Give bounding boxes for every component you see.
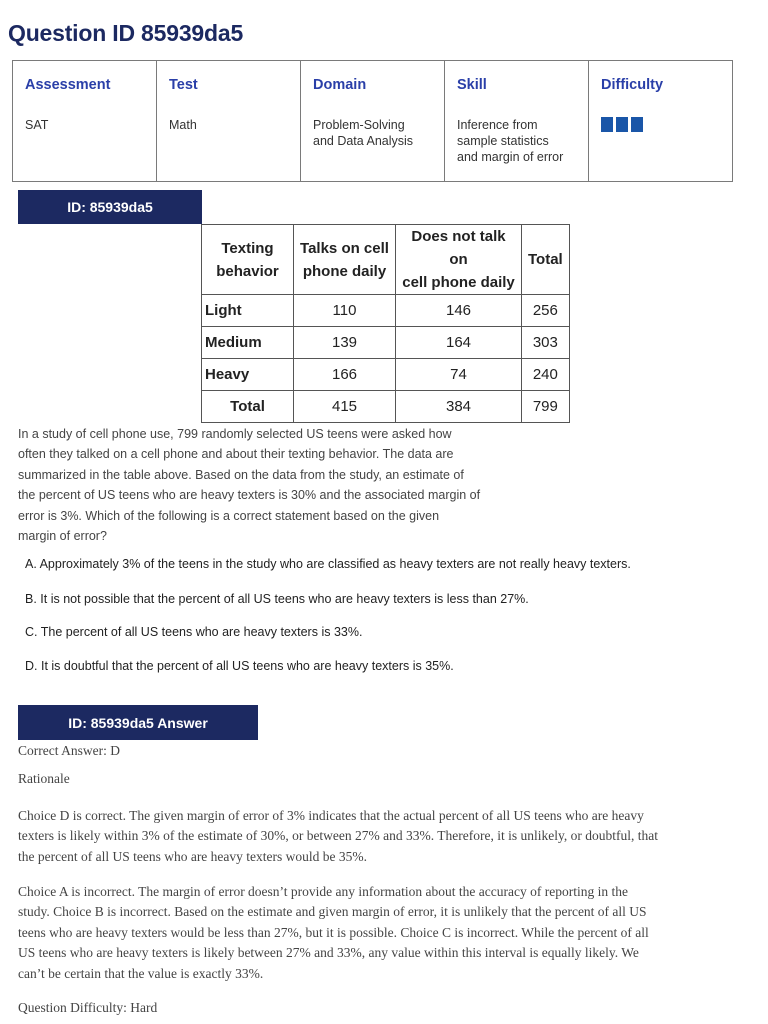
row-label: Medium [202,327,294,359]
answer-id-banner: ID: 85939da5 Answer [18,705,258,740]
table-header: Total [522,225,570,295]
table-cell: 164 [396,327,522,359]
table-cell: 415 [294,391,396,423]
skill-value-line: Inference from [457,118,538,132]
skill-header: Skill [457,77,487,93]
question-text: In a study of cell phone use, 799 randomly selected US teens were asked how often they talked on a cell phone and about their texting behavior. The data are summarized in the table above. Based on the data from the study, an estimate of the percent of US teens who are heavy texters is 30% and the associated margin of error is 3%. Which of the following is a correct statement based on the given margin of error? [18,427,481,544]
table-cell: 110 [294,295,396,327]
metadata-table [12,60,733,182]
table-row [202,295,570,327]
domain-value-line: and Data Analysis [313,134,414,148]
assessment-header: Assessment [25,77,111,93]
table-header: Texting behavior [202,225,294,295]
difficulty-indicator [601,117,720,132]
table-cell: 799 [522,391,570,423]
difficulty-bar [616,117,628,132]
question-id-banner: ID: 85939da5 [18,190,202,224]
table-header: Talks on cell phone daily [294,225,396,295]
skill-cell [445,61,589,182]
choice-a: A. Approximately 3% of the teens in the study who are classified as heavy texters are not really heavy texters. [25,557,631,571]
assessment-cell [13,61,157,182]
table-cell: 256 [522,295,570,327]
table-header-row [202,225,570,295]
difficulty-header: Difficulty [601,77,664,93]
table-cell: 240 [522,359,570,391]
question-difficulty: Question Difficulty: Hard [18,1000,158,1015]
row-label: Light [202,295,294,327]
table-cell: 146 [396,295,522,327]
table-cell: 166 [294,359,396,391]
choice-c: C. The percent of all US teens who are heavy texters is 33%. [25,625,363,639]
row-label: Heavy [202,359,294,391]
difficulty-bar [631,117,643,132]
page-title: Question ID 85939da5 [8,20,244,46]
difficulty-bar [601,117,613,132]
rationale-label: Rationale [18,771,70,786]
table-header: Does not talk on cell phone daily [396,225,522,295]
row-label: Total [202,391,294,423]
assessment-value: SAT [25,118,49,132]
domain-value-line: Problem-Solving [313,118,405,132]
test-cell [157,61,301,182]
skill-value-line: and margin of error [457,150,564,164]
table-cell: 139 [294,327,396,359]
table-cell: 303 [522,327,570,359]
domain-cell [301,61,445,182]
choice-b: B. It is not possible that the percent of all US teens who are heavy texters is less than 27%. [25,592,529,606]
test-value: Math [169,118,197,132]
data-table [201,224,570,423]
choice-d: D. It is doubtful that the percent of all US teens who are heavy texters is 35%. [25,659,454,673]
table-row [202,359,570,391]
table-total-row [202,391,570,423]
table-cell: 74 [396,359,522,391]
rationale-paragraph: Choice A is incorrect. The margin of error doesn’t provide any information about the accuracy of reporting in the study. Choice B is incorrect. Based on the estimate and given margin of error, it is unlikely that the percent of all US teens who are heavy texters would be less than 27%, but it is possible. Choice C is incorrect. While the percent of all US teens who are heavy texters is likely between 27% and 33%, any value within this interval is equally likely. We can’t be certain that the value is exactly 33%. [18,884,649,981]
test-header: Test [169,77,198,93]
table-row [202,327,570,359]
domain-header: Domain [313,77,367,93]
table-cell: 384 [396,391,522,423]
correct-answer: Correct Answer: D [18,743,120,758]
skill-value-line: sample statistics [457,134,549,148]
rationale-paragraph: Choice D is correct. The given margin of error of 3% indicates that the actual percent of all US teens who are heavy texters is likely within 3% of the estimate of 30%, or between 27% and 33%. Therefore, it is unlikely, or doubtful, that the percent of all US teens who are heavy texters would be 35%. [18,808,658,864]
difficulty-cell [589,61,733,182]
